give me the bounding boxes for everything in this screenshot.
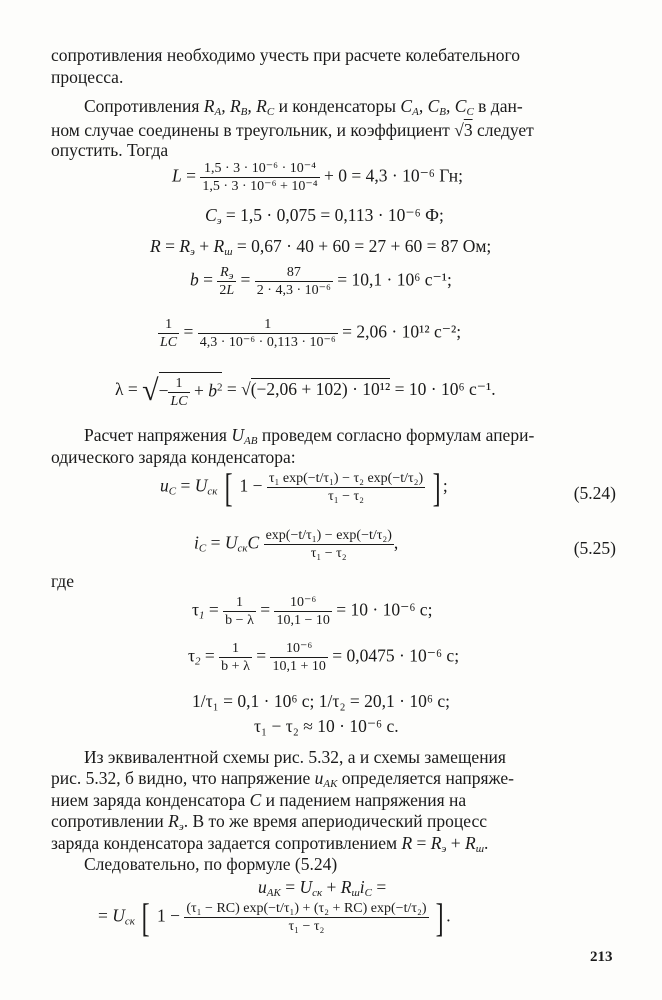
formula-tau1: $\tau_1$ = $\frac{1}{b - \lambda}$ = $\frac{\text{10⁻⁶}}{10,1 - 10}$ = 10 · 10⁻⁶ с; — [192, 595, 433, 628]
formula-final: = $U_{ск}$ [ 1 − $\frac{\text{(τ₁ − RC) exp(−t/τ₁) + (τ₂ + RC) exp(−t/τ₂)}}{\text{τ₁ − τ₂}}$ ] . — [98, 894, 451, 940]
formula-inverse: 1/τ₁ = 0,1 · 10⁶ с; 1/τ₂ = 20,1 · 10⁶ с; — [192, 691, 450, 711]
formula-uak: $u_{AK} = U_{ск} + R_шi_C$ = — [258, 877, 387, 899]
formula-L: L = $\frac{\text{1,5 · 3 · 10⁻⁶ · 10⁻⁴}}{\text{1,5 · 3 · 10⁻⁶ + 10⁻⁴}}$ + 0 = 4,3 · 10⁻⁶ Гн; — [172, 161, 463, 194]
formula-b: b = $\frac{R_э}{2L}$ = $\frac{87}{\text{2 · 4,3 · 10⁻⁶}}$ = 10,1 · 10⁶ с⁻¹; — [190, 265, 452, 298]
text-line: где — [51, 571, 74, 591]
text-line: процесса. — [51, 67, 124, 87]
text-line: рис. 5.32, б видно, что напряжение $u_{AK}$ определяется напряже- — [51, 768, 514, 790]
equation-number: (5.25) — [573, 538, 616, 558]
formula-R: $R = R_э + R_ш = 0,67 \cdot 40 + 60 = 27 + 60 = 87$ Ом; — [150, 236, 492, 258]
formula-5-24: $u_C = U_{ск}$ [ 1 − $\frac{\text{τ₁ exp(−t/τ₁) − τ₂ exp(−t/τ₂)}}{\text{τ₁ − τ₂}}$ ] ; — [160, 464, 448, 510]
text-line: сопротивления необходимо учесть при расчете колебательного — [51, 45, 521, 65]
page-number: 213 — [590, 949, 613, 965]
text-line: одического заряда конденсатора: — [51, 447, 296, 467]
formula-5-25: $i_C = U_{ск}C$ $\frac{\text{exp(−t/τ₁) − exp(−t/τ₂)}}{\text{τ₁ − τ₂}}$ , — [194, 528, 399, 561]
text-line: Следовательно, по формуле (5.24) — [84, 854, 338, 874]
text-line: ном случае соединены в треугольник, и коэффициент √3 следует — [51, 120, 534, 140]
text-line: Расчет напряжения $U_{AB}$ проведем согласно формулам апери- — [84, 425, 535, 447]
text-line: нием заряда конденсатора C и падением напряжения на — [51, 790, 467, 810]
text-line: сопротивлении $R_э$. В то же время апериодический процесс — [51, 811, 488, 833]
formula-LC: $\frac{1}{LC}$ = $\frac{1}{\text{4,3 · 10⁻⁶ · 0,113 · 10⁻⁶}}$ = 2,06 · 10¹² с⁻²; — [160, 317, 462, 350]
formula-lambda: λ = √− $\frac{1}{LC}$ + $b^2 = √(-2,06 + 102) \cdot 10^{12} = 10 \cdot 10^6$ с⁻¹. — [115, 374, 496, 409]
equation-number: (5.24) — [573, 483, 616, 503]
formula-tau2: $\tau_2$ = $\frac{1}{b + \lambda}$ = $\frac{\text{10⁻⁶}}{10,1 + 10}$ = 0,0475 · 10⁻⁶ с; — [188, 641, 460, 674]
text-line: заряда конденсатора задается сопротивлением $R = R_э + R_ш$. — [51, 833, 489, 855]
formula-C: $C_э = 1,5 \cdot 0,075 = 0,113 \cdot 10^{-6}$ Ф; — [205, 205, 444, 227]
formula-diff: τ₁ − τ₂ ≈ 10 · 10⁻⁶ с. — [254, 716, 399, 736]
text-line: Из эквивалентной схемы рис. 5.32, а и схемы замещения — [84, 747, 506, 767]
text-line: Сопротивления $R_A$, $R_B$, $R_C$ и конденсаторы $C_A$, $C_B$, $C_C$ в дан- — [84, 96, 523, 118]
text-line: опустить. Тогда — [51, 140, 169, 160]
